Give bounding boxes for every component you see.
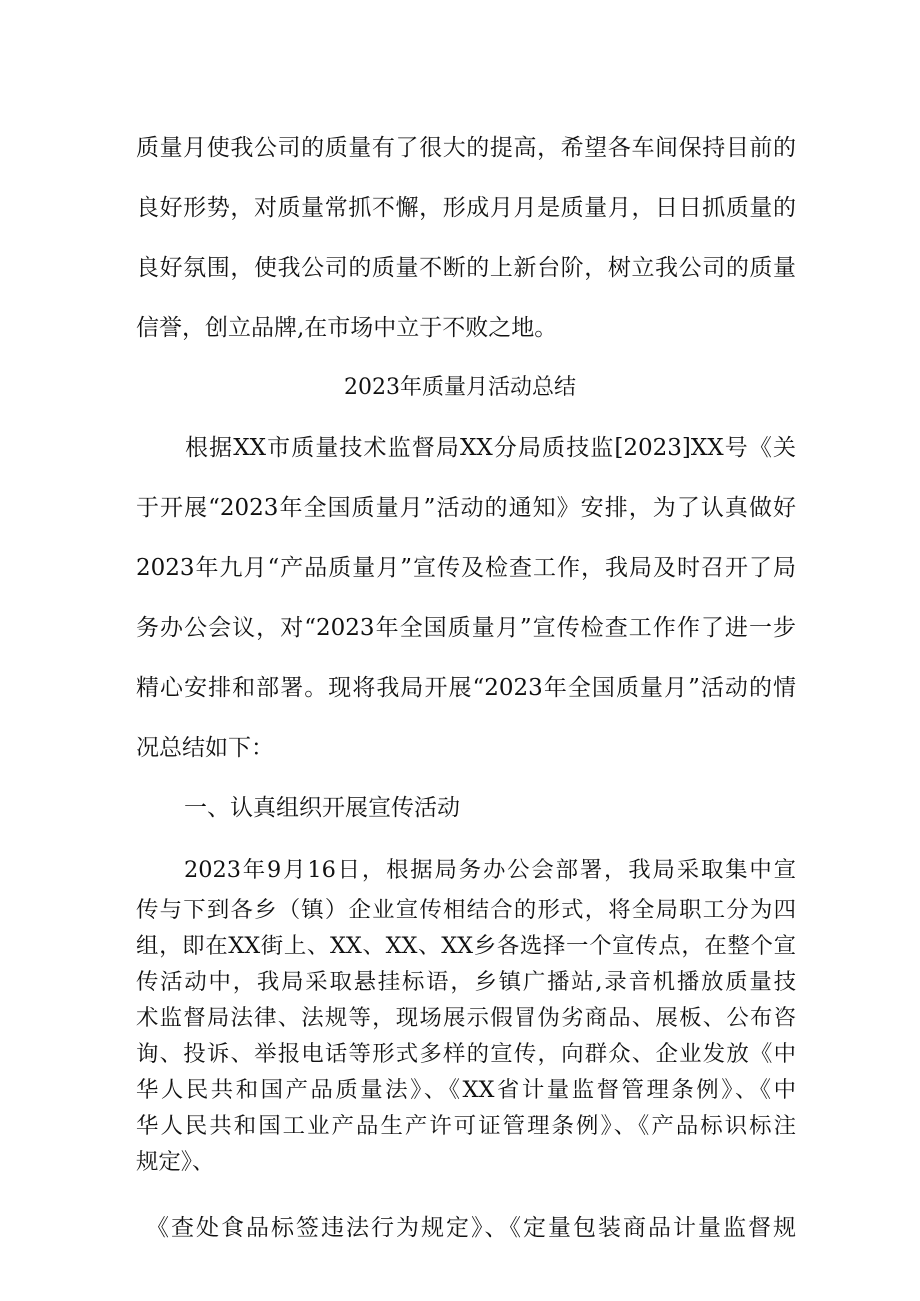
- paragraph-line: 传活动中，我局采取悬挂标语，乡镇广播站,录音机播放质量技: [136, 969, 796, 995]
- paragraph-line: 规定》、: [136, 1149, 215, 1175]
- paragraph-line: 《查处食品标签违法行为规定》、《定量包装商品计量监督规: [146, 1215, 796, 1241]
- intro-line: 信誉，创立品牌,在市场中立于不败之地。: [136, 315, 558, 341]
- paragraph-line: 况总结如下：: [136, 735, 274, 761]
- paragraph-line: 华人民共和国工业产品生产许可证管理条例》、《产品标识标注: [136, 1113, 796, 1139]
- paragraph-line: 组，即在XX街上、XX、XX、XX乡各选择一个宣传点，在整个宣: [136, 933, 796, 959]
- document-title: 2023年质量月活动总结: [344, 375, 576, 400]
- paragraph-line: 精心安排和部署。现将我局开展“2023年全国质量月”活动的情: [136, 675, 796, 701]
- intro-line: 良好氛围，使我公司的质量不断的上新台阶，树立我公司的质量: [136, 255, 796, 281]
- intro-line: 良好形势，对质量常抓不懈，形成月月是质量月，日日抓质量的: [136, 195, 796, 221]
- intro-line: 质量月使我公司的质量有了很大的提高，希望各车间保持目前的: [136, 135, 796, 161]
- paragraph-line: 根据XX市质量技术监督局XX分局质技监[2023]XX号《关: [185, 435, 796, 461]
- paragraph-line: 2023年9月16日，根据局务办公会部署，我局采取集中宣: [184, 857, 796, 883]
- paragraph-line: 询、投诉、举报电话等形式多样的宣传，向群众、企业发放《中: [136, 1041, 796, 1067]
- section-heading: 一、认真组织开展宣传活动: [184, 795, 460, 821]
- paragraph-line: 于开展“2023年全国质量月”活动的通知》安排，为了认真做好: [136, 495, 796, 521]
- paragraph-line: 务办公会议，对“2023年全国质量月”宣传检查工作作了进一步: [136, 615, 796, 641]
- paragraph-line: 传与下到各乡（镇）企业宣传相结合的形式，将全局职工分为四: [136, 897, 796, 923]
- paragraph-line: 术监督局法律、法规等，现场展示假冒伪劣商品、展板、公布咨: [136, 1005, 796, 1031]
- paragraph-line: 华人民共和国产品质量法》、《XX省计量监督管理条例》、《中: [136, 1077, 796, 1103]
- paragraph-line: 2023年九月“产品质量月”宣传及检查工作，我局及时召开了局: [136, 555, 796, 581]
